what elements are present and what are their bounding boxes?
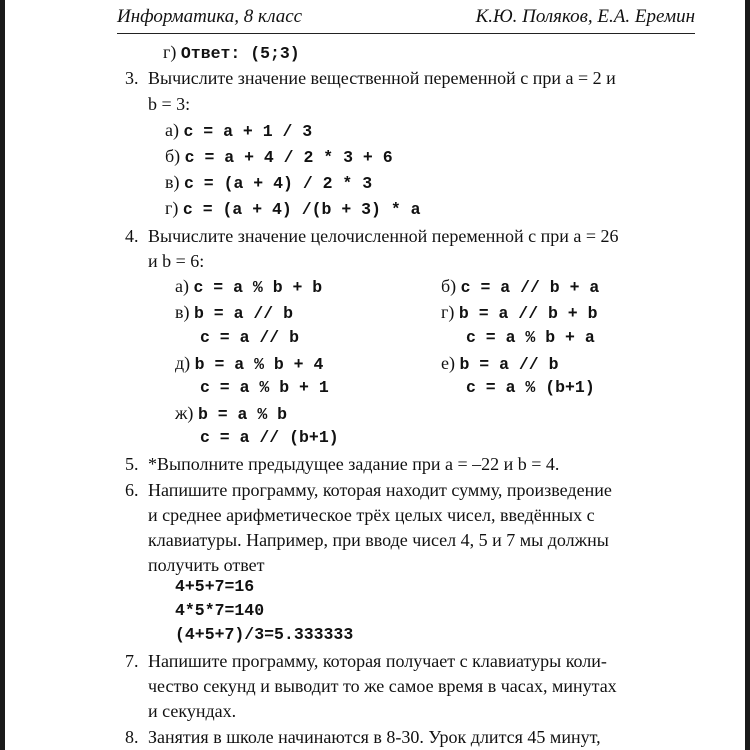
task4-number: 4. bbox=[125, 226, 139, 246]
prev-answer-code: Ответ: (5;3) bbox=[180, 44, 300, 63]
prev-answer bbox=[163, 42, 300, 63]
task4-item-e-code2: c = a % (b+1) bbox=[466, 378, 595, 397]
task3-text-line1: Вычислите значение вещественной переменной c при a = 2 и bbox=[148, 68, 616, 88]
task3-item-b bbox=[165, 146, 393, 167]
task4-item-d bbox=[175, 353, 323, 374]
task6-text-line3: клавиатуры. Например, при вводе чисел 4, 5 и 7 мы должны bbox=[148, 530, 609, 550]
task4-item-zh bbox=[175, 403, 287, 424]
task7-text-line2: чество секунд и выводит то же самое время в часах, минутах bbox=[148, 676, 617, 696]
task3-item-v-label: в) bbox=[165, 172, 180, 192]
task7-text-line1: Напишите программу, которая получает с клавиатуры коли- bbox=[148, 651, 607, 671]
task3-item-v bbox=[165, 172, 372, 193]
task5-text: *Выполните предыдущее задание при a = –22 и b = 4. bbox=[148, 454, 560, 474]
task4-item-zh-label: ж) bbox=[175, 403, 194, 423]
task3-item-b-code: c = a + 4 / 2 * 3 + 6 bbox=[184, 148, 393, 167]
task3-item-a-code: c = a + 1 / 3 bbox=[183, 122, 313, 141]
task4-item-g-code2: c = a % b + a bbox=[466, 328, 595, 347]
task4-item-zh-code1: b = a % b bbox=[197, 405, 288, 424]
task3-number: 3. bbox=[125, 68, 139, 88]
task6-text-line1: Напишите программу, которая находит сумму, произведение bbox=[148, 480, 612, 500]
header-divider bbox=[117, 33, 695, 34]
task4-text-line1: Вычислите значение целочисленной переменной c при a = 26 bbox=[148, 226, 619, 246]
task6-text-line4: получить ответ bbox=[148, 555, 265, 575]
task7-number: 7. bbox=[125, 651, 139, 671]
task3-item-b-label: б) bbox=[165, 146, 181, 166]
prev-answer-label: г) bbox=[163, 42, 177, 62]
task6-text-line2: и среднее арифметическое трёх целых чисел, введённых с bbox=[148, 505, 595, 525]
task4-item-g bbox=[441, 302, 598, 323]
task4-item-b bbox=[441, 276, 599, 297]
task4-item-zh-code2: c = a // (b+1) bbox=[200, 428, 339, 447]
task4-item-g-label: г) bbox=[441, 302, 455, 322]
task3-item-a-label: а) bbox=[165, 120, 179, 140]
task4-item-e bbox=[441, 353, 559, 374]
header-authors: К.Ю. Поляков, Е.А. Еремин bbox=[475, 6, 695, 27]
task4-item-e-code1: b = a // b bbox=[459, 355, 559, 374]
task3-item-a bbox=[165, 120, 312, 141]
task4-item-g-code1: b = a // b + b bbox=[458, 304, 598, 323]
task6-output-average: (4+5+7)/3=5.333333 bbox=[175, 625, 354, 644]
task4-item-a-code: c = a % b + b bbox=[193, 278, 323, 297]
task4-item-e-label: е) bbox=[441, 353, 455, 373]
task5-number: 5. bbox=[125, 454, 139, 474]
task4-item-a-label: а) bbox=[175, 276, 189, 296]
task6-number: 6. bbox=[125, 480, 139, 500]
task3-item-g-label: г) bbox=[165, 198, 179, 218]
task3-text-line2: b = 3: bbox=[148, 94, 191, 114]
task4-item-d-code2: c = a % b + 1 bbox=[200, 378, 329, 397]
task8-text: Занятия в школе начинаются в 8-30. Урок длится 45 минут, bbox=[148, 727, 601, 747]
task4-item-b-code: c = a // b + a bbox=[460, 278, 600, 297]
task8-number: 8. bbox=[125, 727, 139, 747]
task3-item-g bbox=[165, 198, 421, 219]
task4-item-v-label: в) bbox=[175, 302, 190, 322]
task6-output-product: 4*5*7=140 bbox=[175, 601, 265, 620]
task6-output-sum: 4+5+7=16 bbox=[175, 577, 255, 596]
task4-item-v bbox=[175, 302, 293, 323]
task4-item-d-code1: b = a % b + 4 bbox=[194, 355, 324, 374]
task4-item-v-code1: b = a // b bbox=[194, 304, 294, 323]
task3-item-g-code: c = (a + 4) /(b + 3) * a bbox=[182, 200, 421, 219]
task4-text-line2: и b = 6: bbox=[148, 251, 205, 271]
header-subject: Информатика, 8 класс bbox=[117, 6, 303, 27]
task3-item-v-code: c = (a + 4) / 2 * 3 bbox=[184, 174, 373, 193]
task7-text-line3: и секундах. bbox=[148, 701, 237, 721]
task4-item-b-label: б) bbox=[441, 276, 457, 296]
task4-item-a bbox=[175, 276, 322, 297]
task4-item-d-label: д) bbox=[175, 353, 191, 373]
task4-item-v-code2: c = a // b bbox=[200, 328, 300, 347]
